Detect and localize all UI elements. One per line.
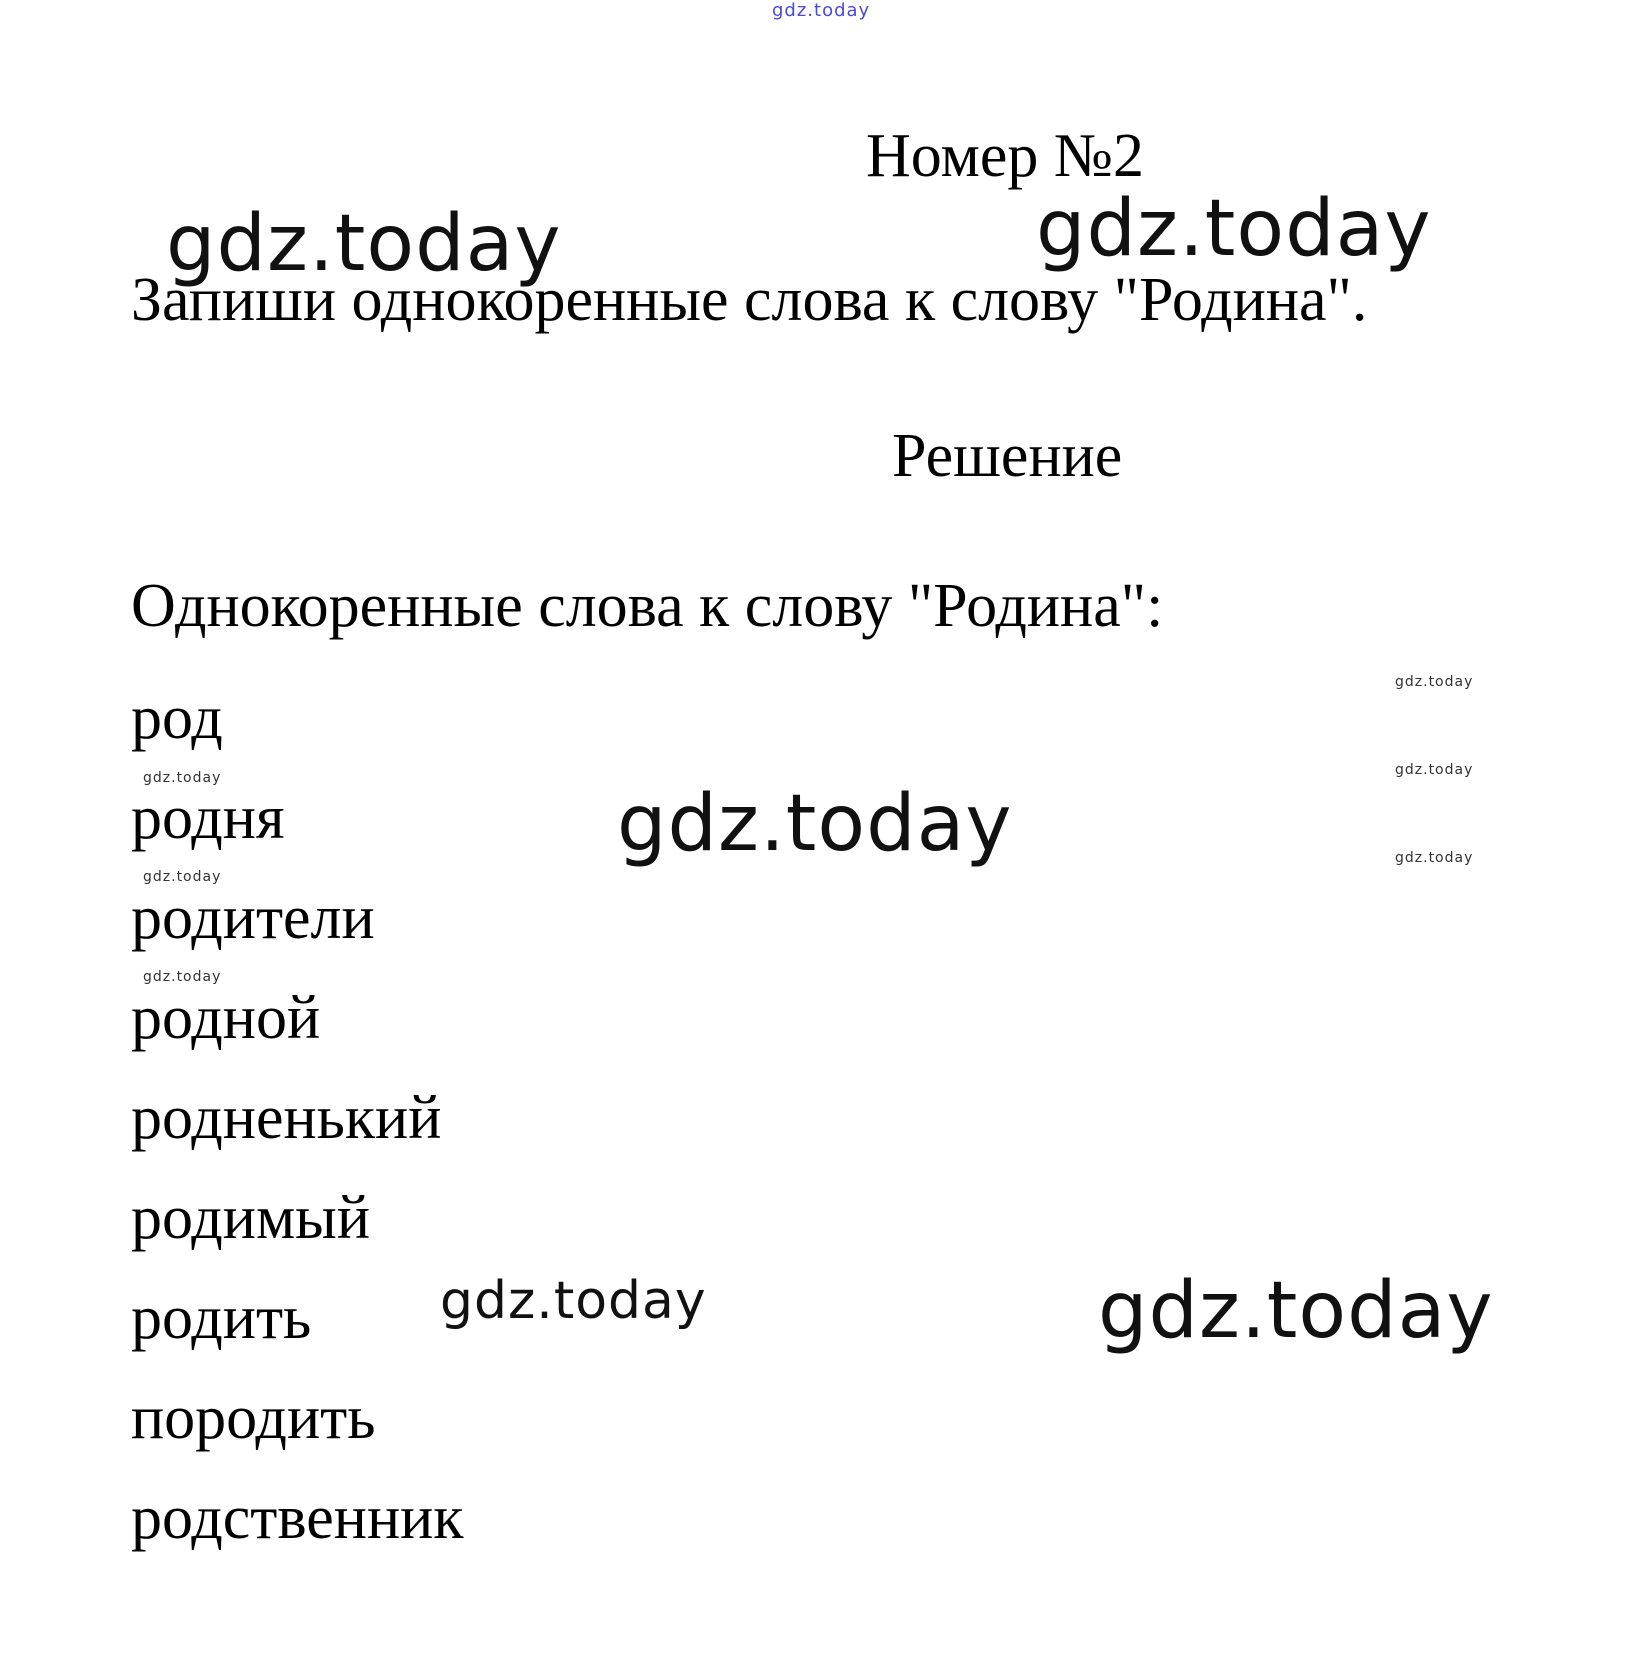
solution-heading: Решение	[892, 422, 1123, 490]
list-item: род	[131, 684, 223, 752]
watermark-small: gdz.today	[1395, 850, 1474, 866]
list-item: родственник	[131, 1484, 464, 1552]
watermark-large: gdz.today	[166, 199, 562, 289]
list-item: родня	[131, 784, 285, 852]
watermark-small: gdz.today	[1395, 762, 1474, 778]
watermark-large: gdz.today	[1036, 184, 1432, 274]
watermark-large: gdz.today	[617, 779, 1013, 869]
list-item: родимый	[131, 1184, 371, 1252]
watermark-small: gdz.today	[1395, 674, 1474, 690]
list-item: родненький	[131, 1084, 442, 1152]
watermark-medium: gdz.today	[440, 1271, 707, 1331]
watermark-small: gdz.today	[143, 969, 222, 985]
list-item: родить	[131, 1284, 312, 1352]
list-item: породить	[131, 1384, 376, 1452]
watermark-small: gdz.today	[143, 869, 222, 885]
page-title: Номер №2	[866, 122, 1145, 190]
watermark-large: gdz.today	[1098, 1266, 1494, 1356]
answer-intro: Однокоренные слова к слову "Родина":	[131, 572, 1164, 640]
watermark-small: gdz.today	[143, 770, 222, 786]
task-text: Запиши однокоренные слова к слову "Родина".	[131, 266, 1368, 334]
list-item: родной	[131, 984, 321, 1052]
word-list	[131, 668, 463, 1568]
watermark-top: gdz.today	[772, 0, 871, 21]
list-item: родители	[131, 884, 375, 952]
